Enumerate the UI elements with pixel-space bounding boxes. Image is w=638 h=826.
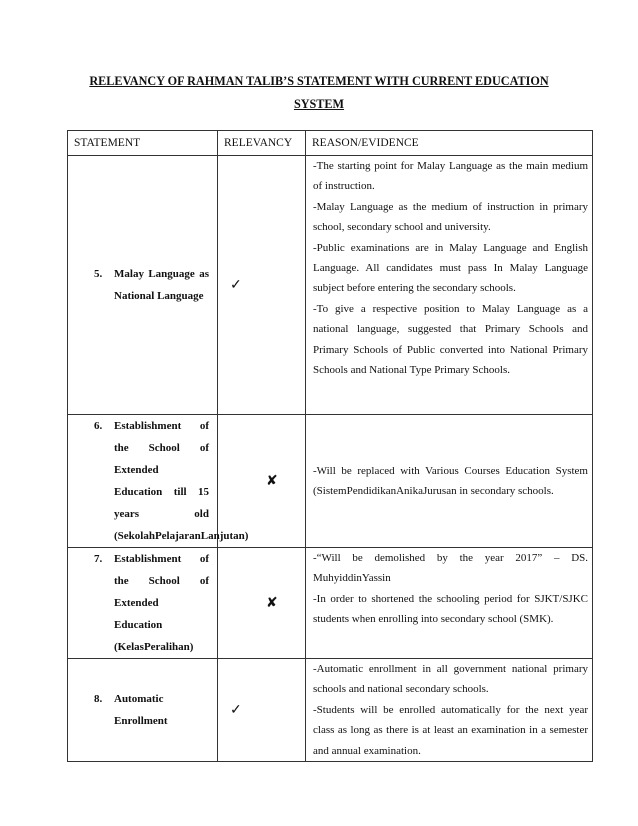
header-relevancy: RELEVANCY: [218, 131, 306, 156]
reason-cell: [306, 156, 593, 415]
reason-item: -Malay Language as the medium of instruction in primary school, secondary school and university.: [313, 200, 588, 234]
table-row: [68, 156, 593, 415]
statement-cell: [68, 548, 218, 659]
document-title: [40, 70, 598, 116]
title-line-1: RELEVANCY OF RAHMAN TALIB’S STATEMENT WITH CURRENT EDUCATION: [89, 74, 549, 88]
cross-icon: ✘: [266, 473, 278, 489]
reason-item: -The starting point for Malay Language as the main medium of instruction.: [313, 160, 588, 193]
statement-cell: [68, 156, 218, 415]
relevancy-table: [67, 130, 593, 762]
statement-cell: [68, 415, 249, 548]
reason-item: -In order to shortened the schooling period for SJKT/SJKC students when enrolling into secondary school (SMK).: [313, 592, 588, 626]
table-row: [68, 415, 593, 548]
reason-item: -Public examinations are in Malay Language and English Language. All candidates must pass In Malay Language subject before entering the secondary schools.: [313, 241, 588, 295]
header-reason: REASON/EVIDENCE: [306, 131, 593, 156]
statement-text: Establishment of the School of Extended Education till 15 years old (SekolahPelajaranLanjutan): [114, 420, 249, 542]
reason-item: -Automatic enrollment in all government national primary schools and national secondary schools.: [313, 663, 588, 696]
relevancy-cell: [218, 659, 306, 762]
cross-icon: ✘: [266, 595, 278, 611]
statement-text: Automatic Enrollment: [114, 693, 168, 728]
check-icon: ✓: [230, 702, 242, 718]
header-statement: STATEMENT: [68, 131, 218, 156]
reason-item: -Will be replaced with Various Courses Education System (SistemPendidikanAnikaJurusan in secondary schools.: [313, 464, 588, 497]
reason-item: -Students will be enrolled automatically for the next year class as long as there is at least an examination in a semester and annual examination.: [313, 703, 588, 757]
table-header-row: [68, 131, 593, 156]
row-number: 6.: [94, 420, 103, 432]
reason-cell: [306, 415, 593, 548]
reason-cell: [306, 548, 593, 659]
title-line-2: SYSTEM: [293, 97, 345, 111]
row-number: 7.: [94, 553, 103, 565]
statement-cell: [68, 659, 218, 762]
reason-item: -To give a respective position to Malay Language as a national language, suggested that Primary Schools and Primary Schools of Public converted into National Primary Schools and National Type Primary Schools.: [313, 302, 588, 377]
reason-item: -“Will be demolished by the year 2017” – DS. MuhyiddinYassin: [313, 552, 588, 585]
statement-text: Establishment of the School of Extended Education (KelasPeralihan): [114, 553, 209, 653]
statement-text: Malay Language as National Language: [114, 268, 209, 302]
row-number: 8.: [94, 693, 103, 706]
relevancy-cell: [218, 156, 306, 415]
table-row: [68, 548, 593, 659]
reason-cell: [306, 659, 593, 762]
relevancy-cell: [218, 548, 306, 659]
relevancy-cell: [218, 415, 306, 548]
row-number: 5.: [94, 268, 103, 280]
check-icon: ✓: [230, 277, 242, 293]
table-row: [68, 659, 593, 762]
